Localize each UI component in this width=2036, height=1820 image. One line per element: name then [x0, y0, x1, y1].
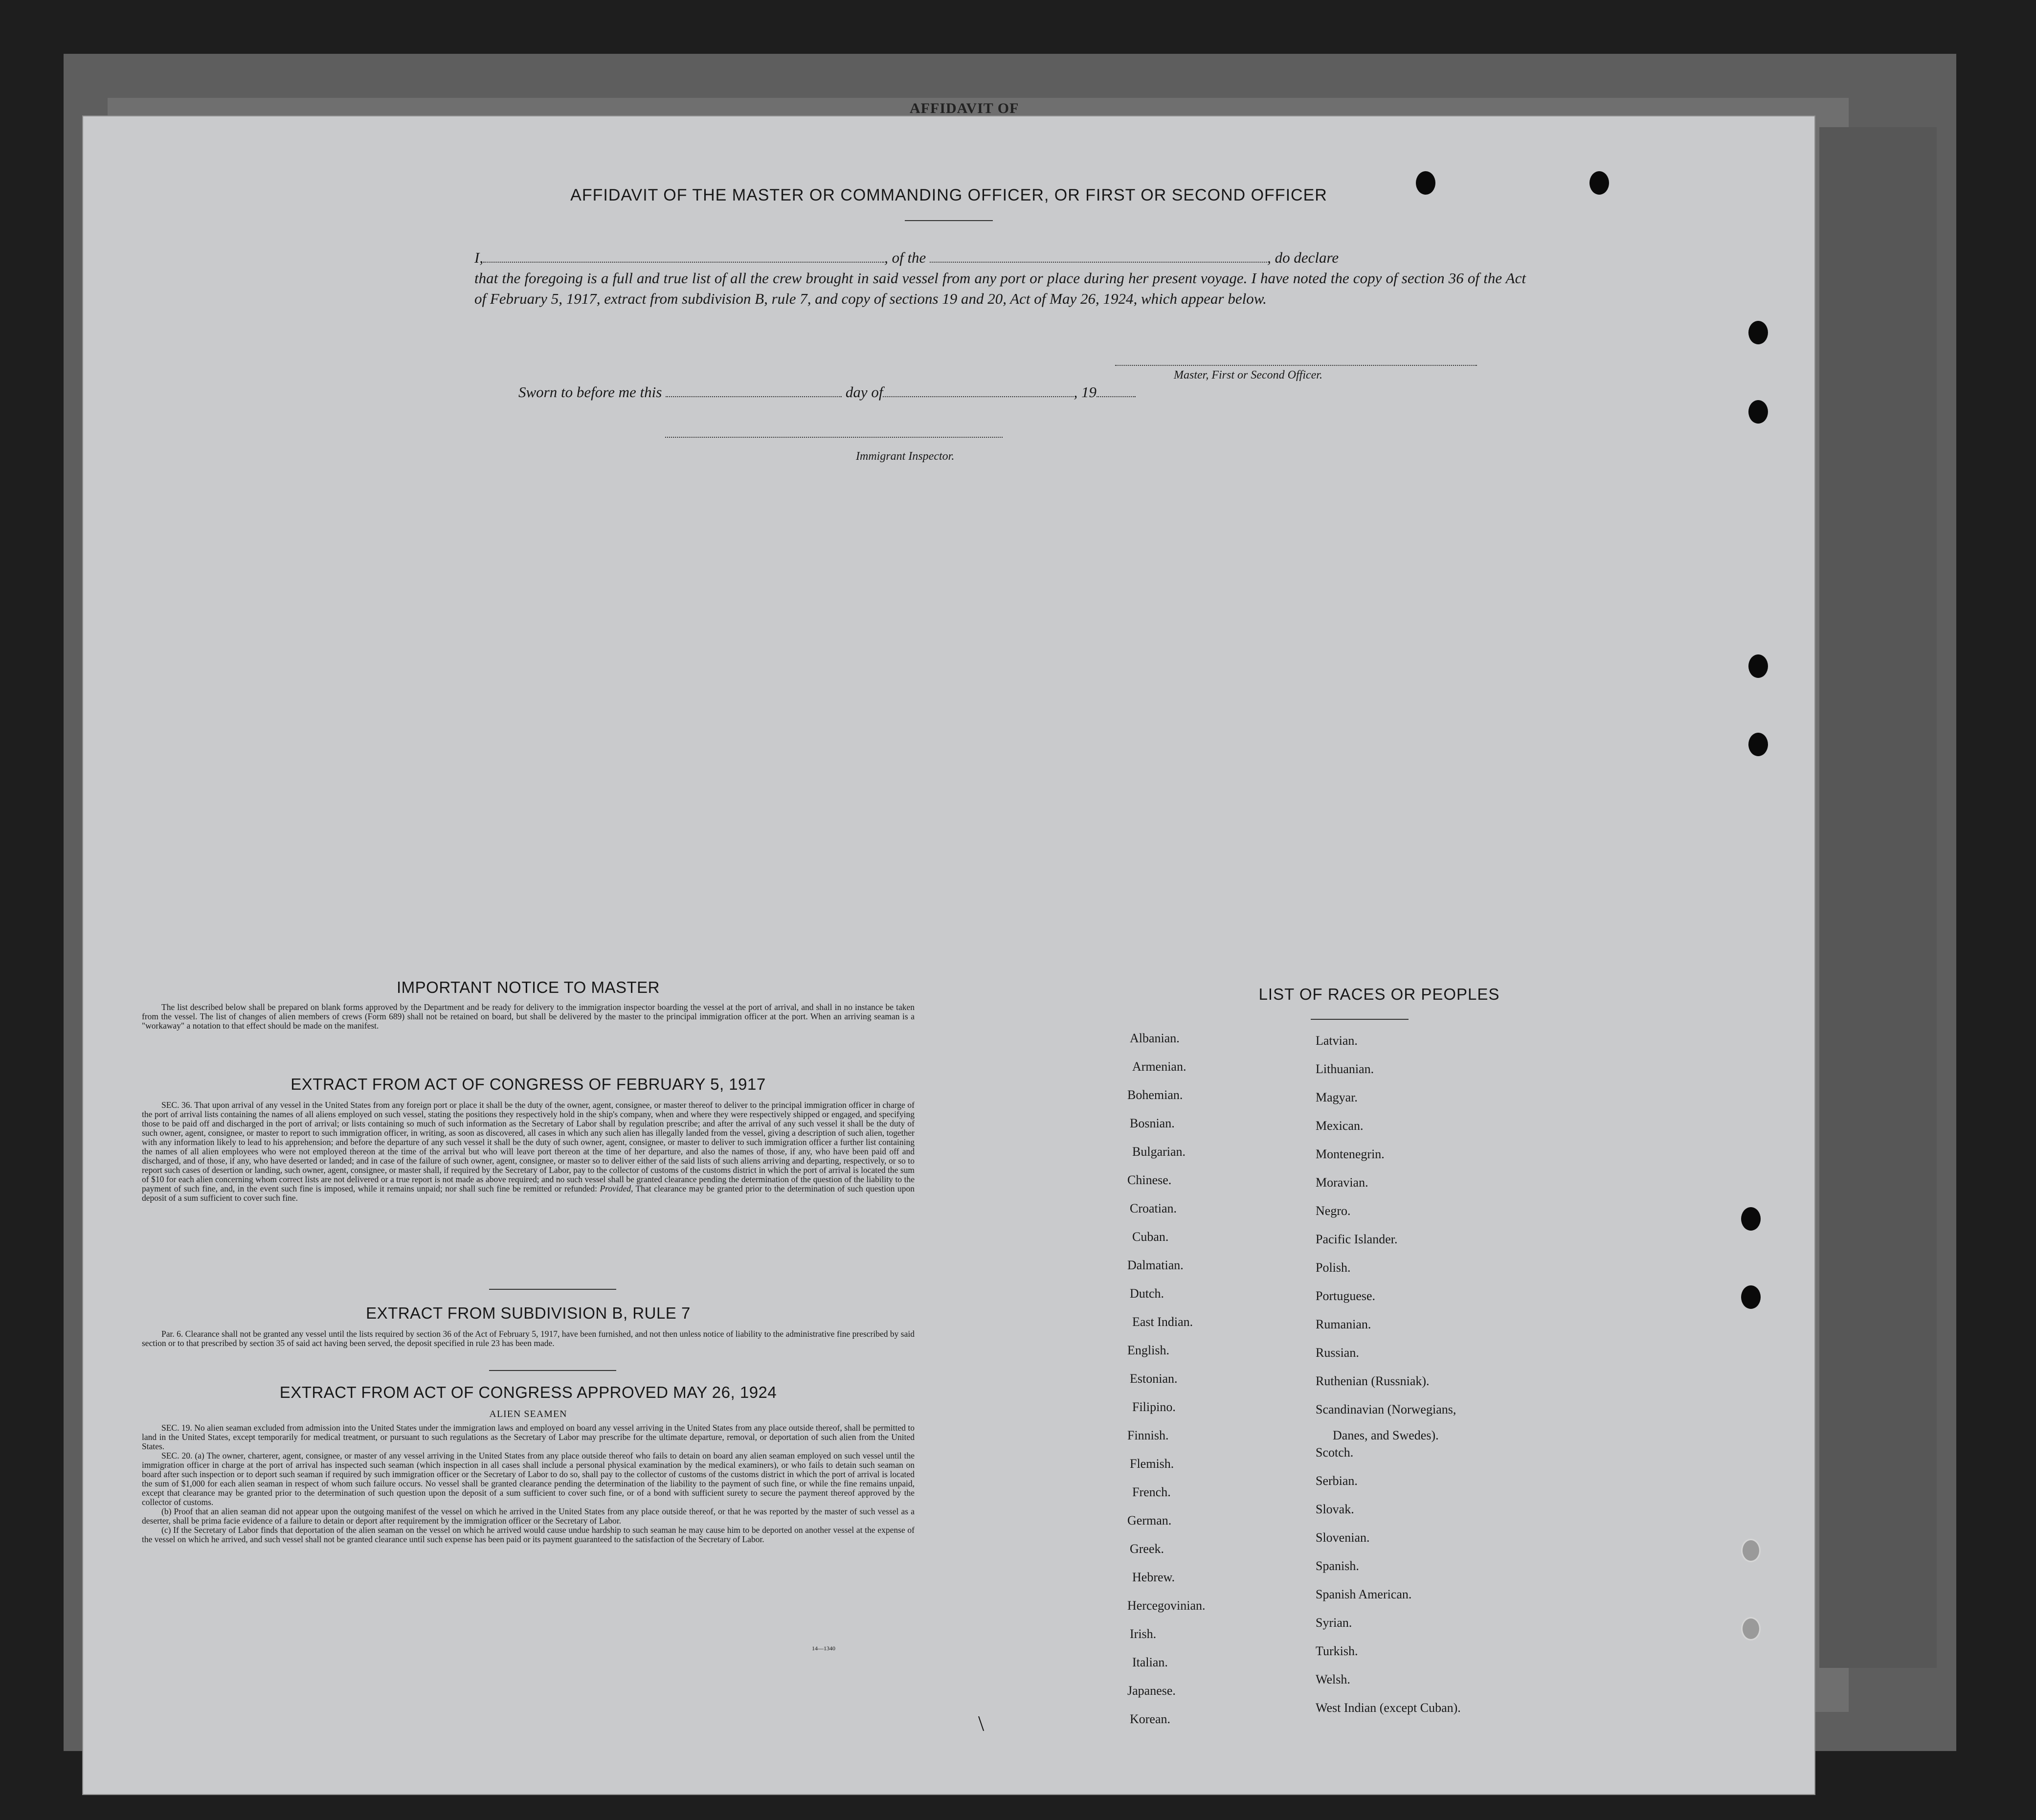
- extract-1924-title: EXTRACT FROM ACT OF CONGRESS APPROVED MAY 26, 1924: [279, 1383, 777, 1401]
- inspector-signature-line[interactable]: [665, 437, 1003, 438]
- race-item: Welsh.: [1316, 1672, 1350, 1686]
- extract-rule7-title: EXTRACT FROM SUBDIVISION B, RULE 7: [366, 1304, 691, 1322]
- sworn-line: [518, 383, 1301, 401]
- race-item: French.: [1132, 1485, 1171, 1499]
- race-item: Slovak.: [1316, 1502, 1354, 1516]
- back-page-title: AFFIDAVIT OF: [910, 100, 1019, 116]
- title-divider: [905, 220, 993, 221]
- race-item: East Indian.: [1132, 1315, 1193, 1329]
- name-blank-field[interactable]: [483, 262, 884, 263]
- race-item: Russian.: [1316, 1346, 1359, 1360]
- section-divider: [489, 1289, 616, 1290]
- race-item: Polish.: [1316, 1260, 1351, 1275]
- punch-hole-icon: [1748, 733, 1768, 756]
- form-number: 14—1340: [812, 1645, 835, 1652]
- declaration-do-declare: , do declare: [1267, 249, 1339, 266]
- race-item: Finnish.: [1127, 1428, 1169, 1442]
- extract-1917-title: EXTRACT FROM ACT OF CONGRESS OF FEBRUARY 5, 1917: [291, 1075, 766, 1093]
- race-item: Turkish.: [1316, 1644, 1358, 1658]
- race-item: Filipino.: [1132, 1400, 1176, 1414]
- notice-title: IMPORTANT NOTICE TO MASTER: [396, 978, 660, 996]
- race-item: West Indian (except Cuban).: [1316, 1701, 1461, 1715]
- pencil-tick-mark: \: [978, 1711, 984, 1735]
- vessel-blank-field[interactable]: [930, 262, 1267, 263]
- race-item: Dutch.: [1130, 1286, 1164, 1301]
- race-item: Greek.: [1130, 1542, 1164, 1556]
- race-item: Chinese.: [1127, 1173, 1172, 1187]
- race-item: Spanish American.: [1316, 1587, 1412, 1601]
- punch-hole-icon: [1741, 1617, 1761, 1640]
- race-item: Bulgarian.: [1132, 1145, 1186, 1159]
- race-item: Bosnian.: [1130, 1116, 1175, 1130]
- punch-hole-icon: [1748, 400, 1768, 424]
- race-item: Italian.: [1132, 1655, 1168, 1669]
- race-item: Slovenian.: [1316, 1530, 1370, 1545]
- race-item: Mexican.: [1316, 1119, 1364, 1133]
- punch-hole-icon: [1741, 1539, 1761, 1562]
- race-item: Montenegrin.: [1316, 1147, 1385, 1161]
- extract-rule7-text: Par. 6. Clearance shall not be granted any vessel until the lists required by section 36 of the Act of February 5, 1917, have been furnished, and not then unless notice of liability to the administrative fine prescribed by said section or to that prescribed by section 35 of said act having been served, the deposit specified in rule 23 has been made.: [142, 1329, 915, 1348]
- race-item: Dalmatian.: [1127, 1258, 1184, 1272]
- race-item: Flemish.: [1130, 1457, 1174, 1471]
- extract-1917-text: SEC. 36. That upon arrival of any vessel in the United States from any foreign port or place it shall be the duty of the owner, agent, consignee, or master thereof to deliver to the principal immigration officer in charge of the port of arrival lists containing the names of all aliens employed on such vessel, stating the positions they respectively hold in the ship's company, when and where they were respectively shipped or engaged, and specifying those to be paid off and discharged in the port of arrival; or lists containing so much of such information as the Secretary of Labor shall by regulation prescribe; and after the arrival of any such vessel it shall be the duty of such owner, agent, consignee, or master to report to such immigration officer, in writing, as soon as discovered, all cases in which any such alien has illegally landed from the vessel, giving a description of such alien, together with any information likely to lead to his apprehension; and before the departure of any such vessel it shall be the duty of such owner, agent, consignee, or master to deliver to such immigration officer a further list containing the names of all alien employees who were not employed thereon at the time of the arrival but who will leave port thereon at the time of her departure, and also the names of those, if any, who have been paid off and discharged, and of those, if any, who have deserted or landed; and in case of the failure of such owner, agent, consignee, or master so to deliver either of the said lists of such aliens arriving and departing, respectively, or so to report such cases of desertion or landing, such owner, agent, consignee, or master shall, if required by the Secretary of Labor, pay to the collector of customs of the customs district in which the port of arrival is located the sum of $10 for each alien concerning whom correct lists are not delivered or a true report is not made as above required; and no such vessel shall be granted clearance pending the determination of the question of the liability to the payment of such fine, and, in the event such fine is imposed, while it remains unpaid; nor shall such fine be remitted or refunded: Provided, That clearance may be granted prior to the determination of such question upon deposit of a sum sufficient to cover such fine.: [142, 1100, 915, 1203]
- race-item: Scandinavian (Norwegians,: [1316, 1402, 1456, 1416]
- sworn-year-label: , 19: [1074, 383, 1096, 401]
- race-item: Portuguese.: [1316, 1289, 1376, 1303]
- section-divider: [489, 1370, 616, 1371]
- sworn-year-blank[interactable]: [1096, 396, 1136, 397]
- master-signature-line[interactable]: [1115, 365, 1477, 366]
- race-item: Estonian.: [1130, 1371, 1178, 1386]
- race-item: Pacific Islander.: [1316, 1232, 1398, 1246]
- sworn-month-blank[interactable]: [883, 396, 1074, 397]
- document-page: [83, 116, 1814, 1794]
- race-item: Lithuanian.: [1316, 1062, 1374, 1076]
- declaration-i: I,: [474, 249, 484, 266]
- punch-hole-icon: [1741, 1285, 1761, 1309]
- race-item: Ruthenian (Russniak).: [1316, 1374, 1430, 1388]
- punch-hole-icon: [1741, 1207, 1761, 1231]
- master-caption: Master, First or Second Officer.: [1174, 369, 1322, 382]
- affidavit-declaration: [474, 247, 1526, 309]
- races-title: LIST OF RACES OR PEOPLES: [1258, 985, 1500, 1003]
- punch-hole-icon: [1748, 654, 1768, 678]
- race-item: Armenian.: [1132, 1059, 1186, 1074]
- race-item: Magyar.: [1316, 1090, 1358, 1104]
- punch-hole-icon: [1748, 321, 1768, 344]
- race-item: Rumanian.: [1316, 1317, 1371, 1331]
- sworn-prefix: Sworn to before me this: [518, 383, 662, 401]
- race-item: Japanese.: [1127, 1684, 1176, 1698]
- extract-1924-subtitle: ALIEN SEAMEN: [489, 1409, 567, 1419]
- race-item: German.: [1127, 1513, 1172, 1528]
- sworn-day-blank[interactable]: [666, 396, 842, 397]
- inspector-caption: Immigrant Inspector.: [856, 450, 955, 463]
- affidavit-title: AFFIDAVIT OF THE MASTER OR COMMANDING OFFICER, OR FIRST OR SECOND OFFICER: [570, 186, 1327, 204]
- extract-1924-text: SEC. 19. No alien seaman excluded from admission into the United States under the immigration laws and employed on board any vessel arriving in the United States from any place outside thereof, shall be permitted to land in the United States, except temporarily for medical treatment, or pursuant to such regulations as the Secretary of Labor may prescribe for the ultimate departure, removal, or deportation of such alien from the United States. SEC. 20. (a) The owner, charterer, agent, consignee, or master of any vessel arriving in the United States from any place outside thereof who fails to detain on board any alien seaman employed on such vessel until the immigration officer in charge at the port of arrival has inspected such seaman (which inspection in all cases shall include a personal physical examination by the medical examiners), or who fails to detain such seaman on board after such inspection or to deport such seaman if required by such immigration officer or the Secretary of Labor to do so, shall pay to the collector of customs of the customs district in which the port of arrival is located the sum of $1,000 for each alien seaman in respect of whom such failure occurs. No vessel shall be granted clearance pending the determination of the liability to the payment of such fine, or while the fine remains unpaid, except that clearance may be granted prior to the determination of such question upon the deposit of a sum sufficient to cover such fine, or of a bond with sufficient surety to secure the payment thereof approved by the collector of customs. (b) Proof that an alien seaman did not appear upon the outgoing manifest of the vessel on which he arrived in the United States from any place outside thereof, or that he was reported by the master of such vessel as a deserter, shall be prima facie evidence of a failure to detain or deport after requirement by the immigration officer or the Secretary of Labor. (c) If the Secretary of Labor finds that deportation of the alien seaman on the vessel on which he arrived would cause undue hardship to such seaman he may cause him to be deported on another vessel at the expense of the vessel on which he arrived, and such vessel shall not be granted clearance until such expense has been paid or its payment guaranteed to the satisfaction of the Secretary of Labor.: [142, 1423, 915, 1544]
- race-item: Hebrew.: [1132, 1570, 1175, 1584]
- race-item: Cuban.: [1132, 1230, 1169, 1244]
- race-item: Scotch.: [1316, 1445, 1354, 1460]
- notice-text: The list described below shall be prepared on blank forms approved by the Department and be ready for delivery to the immigration inspector boarding the vessel at the port of arrival, and shall in no instance be taken from the vessel. The list of changes of alien members of crews (Form 689) shall not be retained on board, but shall be delivered by the master to the principal immigration officer at the port. When an arriving seaman is a "workaway" a notation to that effect should be made on the manifest.: [142, 1002, 915, 1031]
- race-item: Hercegovinian.: [1127, 1598, 1206, 1613]
- race-item: Spanish.: [1316, 1559, 1359, 1573]
- race-item: Croatian.: [1130, 1201, 1177, 1215]
- race-item: Latvian.: [1316, 1034, 1358, 1048]
- declaration-body: that the foregoing is a full and true list of all the crew brought in said vessel from any port or place during her present voyage. I have noted the copy of section 36 of the Act of February 5, 1917, extract from subdivision B, rule 7, and copy of sections 19 and 20, Act of May 26, 1924, which appear below.: [474, 270, 1526, 307]
- races-divider: [1311, 1019, 1409, 1020]
- race-item: Albanian.: [1130, 1031, 1180, 1045]
- race-item: Moravian.: [1316, 1175, 1368, 1190]
- race-item: Serbian.: [1316, 1474, 1358, 1488]
- sworn-day-label: day of: [845, 383, 883, 401]
- race-item: Syrian.: [1316, 1616, 1352, 1630]
- background-sheet-edge: [1819, 127, 1937, 1668]
- race-item: Bohemian.: [1127, 1088, 1183, 1102]
- declaration-of-the: , of the: [884, 249, 926, 266]
- race-item: Negro.: [1316, 1204, 1351, 1218]
- race-item-continued: Danes, and Swedes).: [1333, 1428, 1439, 1442]
- race-item: English.: [1127, 1343, 1169, 1357]
- race-item: Korean.: [1130, 1712, 1171, 1726]
- race-item: Irish.: [1130, 1627, 1157, 1641]
